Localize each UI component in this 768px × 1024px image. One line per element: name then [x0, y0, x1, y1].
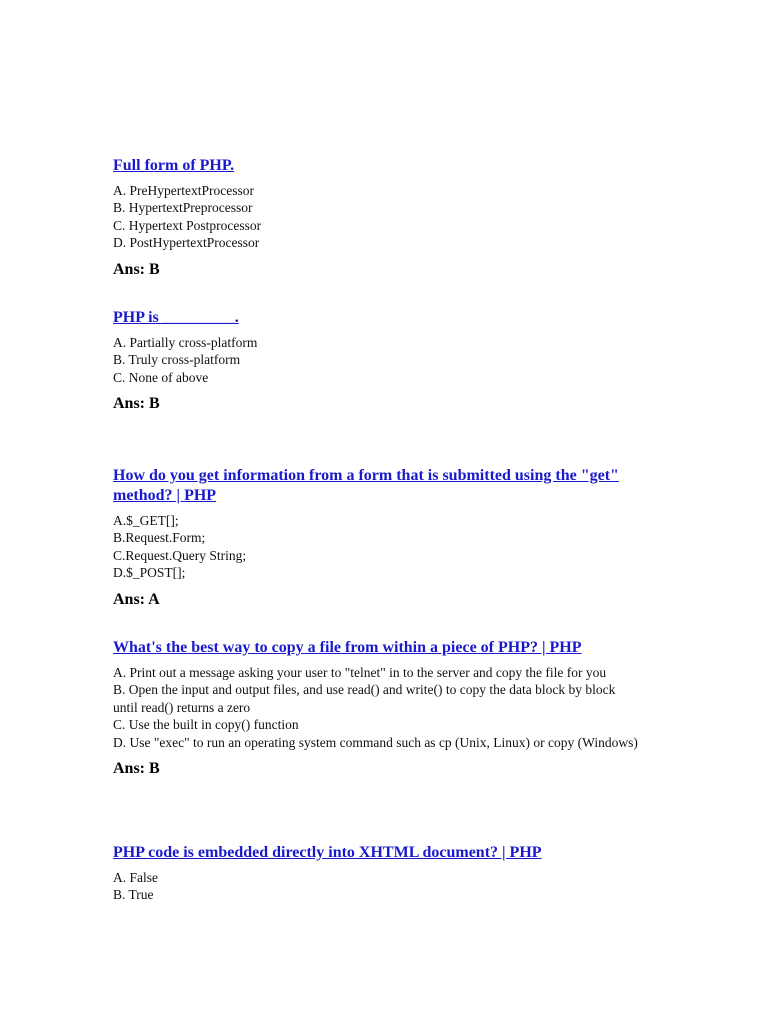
option: A.$_GET[];: [113, 513, 179, 528]
question-5-options: [113, 869, 643, 904]
option: C.Request.Query String;: [113, 547, 247, 563]
question-3: [113, 466, 643, 610]
option: C. Use the built in copy() function: [113, 717, 299, 733]
question-4-options: [113, 664, 643, 751]
option: A. Print out a message asking your user to "telnet" in to the server and copy the file for you: [113, 665, 607, 680]
option: B. True: [113, 887, 154, 903]
option: A. Partially cross-platform: [113, 335, 258, 350]
question-1: [113, 156, 643, 280]
option: C. None of above: [113, 369, 209, 385]
question-3-title-link[interactable]: How do you get information from a form that is submitted using the "get" method? | PHP: [113, 467, 619, 504]
question-2: [113, 308, 643, 414]
option: D.$_POST[];: [113, 565, 186, 581]
question-4-title-link[interactable]: What's the best way to copy a file from within a piece of PHP? | PHP: [113, 639, 582, 656]
question-4-answer: Ans: B: [113, 760, 160, 778]
option: D. Use "exec" to run an operating system command such as cp (Unix, Linux) or copy (Windows): [113, 734, 638, 750]
question-5-title-link[interactable]: PHP code is embedded directly into XHTML document? | PHP: [113, 844, 542, 861]
question-1-answer: Ans: B: [113, 260, 160, 278]
question-2-options: [113, 334, 643, 386]
option: D. PostHypertextProcessor: [113, 235, 260, 251]
question-1-options: [113, 182, 643, 252]
question-4: [113, 638, 643, 779]
option: A. PreHypertextProcessor: [113, 183, 254, 198]
question-2-title-link[interactable]: PHP is _________.: [113, 309, 239, 326]
option: A. False: [113, 870, 158, 885]
question-5: [113, 843, 643, 904]
option: B. HypertextPreprocessor: [113, 200, 253, 216]
option: C. Hypertext Postprocessor: [113, 217, 262, 233]
option: B. Open the input and output files, and use read() and write() to copy the data block by block until read() returns a zero: [113, 682, 616, 715]
question-2-answer: Ans: B: [113, 395, 160, 413]
question-3-options: [113, 512, 643, 582]
option: B.Request.Form;: [113, 530, 206, 546]
question-3-answer: Ans: A: [113, 590, 160, 608]
question-1-title-link[interactable]: Full form of PHP.: [113, 157, 235, 174]
option: B. Truly cross-platform: [113, 352, 241, 368]
